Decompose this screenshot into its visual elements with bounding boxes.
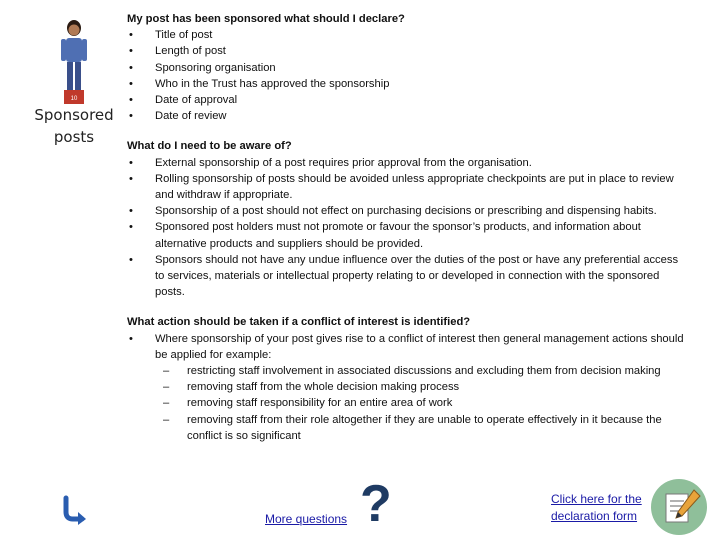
awareness-list [127, 155, 687, 301]
list-item: • Sponsors should not have any undue influence over the duties of the post or have any preferential access to services, materials or intellectual property relating to or developed in connection with the sponsored posts. [129, 253, 679, 299]
list-item: • Sponsoring organisation [129, 61, 276, 74]
section3-heading: What action should be taken if a conflict of interest is identified? [127, 316, 471, 329]
list-item: • Sponsorship of a post should not effect on purchasing decisions or prescribing and dispensing habits. [129, 205, 657, 218]
action-list [127, 331, 687, 363]
section2-heading: What do I need to be aware of? [127, 140, 292, 153]
declaration-form-link[interactable]: Click here for the declaration form [551, 492, 642, 523]
list-item: • Sponsored post holders must not promote or favour the sponsor’s products, and information about alternative products and suppliers should be provided. [129, 221, 641, 250]
list-item: • Length of post [129, 45, 226, 58]
person-figure-icon [54, 18, 94, 106]
list-item: • External sponsorship of a post requires prior approval from the organisation. [129, 156, 532, 169]
page-title [28, 104, 120, 148]
action-subitems [127, 363, 687, 444]
list-item: • Date of review [129, 110, 227, 123]
title-line-1: Sponsored [34, 106, 114, 124]
question-mark-icon[interactable]: ? [360, 475, 392, 533]
return-arrow-icon[interactable] [58, 494, 90, 526]
sub-item: – removing staff from the whole decision making process [163, 381, 460, 394]
list-item: • Where sponsorship of your post gives rise to a conflict of interest then general management actions should be applied for example: [129, 332, 684, 361]
more-questions-link[interactable]: More questions [265, 512, 348, 526]
section1-heading: My post has been sponsored what should I declare? [127, 13, 405, 25]
list-item: • Who in the Trust has approved the sponsorship [129, 77, 390, 90]
list-item: • Date of approval [129, 94, 238, 107]
main-content [127, 11, 687, 444]
sub-item: – restricting staff involvement in associated discussions and excluding them from decision making [163, 365, 661, 378]
list-item: • Title of post [129, 29, 213, 42]
pencil-paper-icon[interactable] [650, 478, 708, 536]
sub-item: – removing staff from their role altogether if they are unable to operate effectively in it because the conflict is so significant [163, 413, 662, 442]
list-item: • Rolling sponsorship of posts should be avoided unless appropriate checkpoints are put in place to review and withdraw if appropriate. [129, 172, 674, 202]
declare-list [127, 27, 687, 124]
title-line-2: posts [53, 128, 95, 146]
figure-badge: 10 [70, 96, 78, 102]
sub-item: – removing staff responsibility for an entire area of work [163, 397, 453, 410]
